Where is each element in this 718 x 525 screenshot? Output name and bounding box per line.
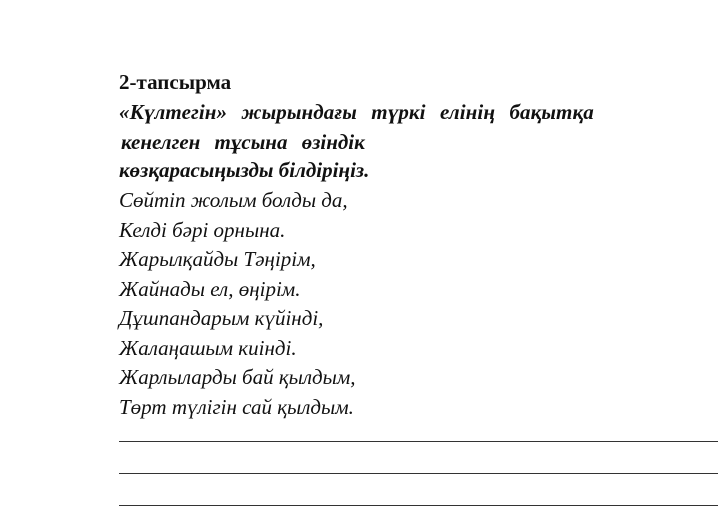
- poem-excerpt: [119, 186, 356, 422]
- poem-line: Сөйтіп жолым болды да,: [119, 188, 348, 212]
- answer-line-3[interactable]: [119, 505, 718, 506]
- poem-line: Төрт түлігін сай қылдым.: [119, 394, 354, 419]
- poem-line: Жарлыларды бай қылдым,: [119, 365, 356, 389]
- task-instruction-line-3: көзқарасыңызды білдіріңіз.: [119, 158, 370, 182]
- answer-line-2[interactable]: [119, 473, 718, 474]
- poem-line: Дұшпандарым күйінді,: [119, 306, 324, 330]
- poem-line: Жайнады ел, өңірім.: [119, 276, 301, 301]
- task-instruction-line-1: «Күлтегін» жырындағы түркі елінің бақытқа: [119, 100, 594, 124]
- poem-line: Жалаңашым киінді.: [119, 335, 297, 360]
- task-instruction-line-2: кенелген тұсына өзіндік: [121, 130, 365, 154]
- poem-line: Келді бәрі орнына.: [119, 217, 286, 242]
- poem-line: Жарылқайды Тәңірім,: [119, 247, 316, 271]
- task-number-heading: 2-тапсырма: [119, 70, 232, 94]
- answer-line-1[interactable]: [119, 441, 718, 442]
